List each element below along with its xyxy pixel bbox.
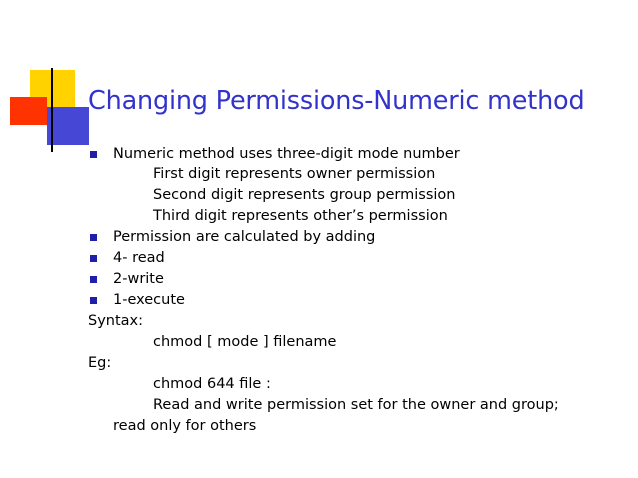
bullet-item xyxy=(0,269,638,290)
bullet-text: 4- read xyxy=(113,250,165,266)
bullet-item xyxy=(0,227,638,248)
example-label: Eg: xyxy=(88,355,112,371)
sub-line: Third digit represents other’s permission xyxy=(153,208,448,224)
sub-line: First digit represents owner permission xyxy=(153,166,436,182)
bullet-marker-icon xyxy=(90,255,97,262)
bullet-marker-icon xyxy=(90,234,97,241)
bullet-marker-icon xyxy=(90,297,97,304)
bullet-text: 1-execute xyxy=(113,292,185,308)
bullet-item xyxy=(0,144,638,165)
example-description: Read and write permission set for the owner and group; read only for others xyxy=(113,397,559,434)
sub-line: Second digit represents group permission xyxy=(153,187,456,203)
bullet-text: 2-write xyxy=(113,271,164,287)
syntax-label: Syntax: xyxy=(88,313,144,329)
syntax-command: chmod [ mode ] filename xyxy=(153,334,337,350)
bullet-item xyxy=(0,290,638,311)
bullet-marker-icon xyxy=(90,151,97,158)
bullet-marker-icon xyxy=(90,276,97,283)
slide-title: Changing Permissions-Numeric method xyxy=(88,86,585,116)
bullet-text: Permission are calculated by adding xyxy=(113,229,376,245)
bullet-text: Numeric method uses three-digit mode number xyxy=(113,146,460,162)
example-command: chmod 644 file : xyxy=(153,376,271,392)
bullet-item xyxy=(0,248,638,269)
